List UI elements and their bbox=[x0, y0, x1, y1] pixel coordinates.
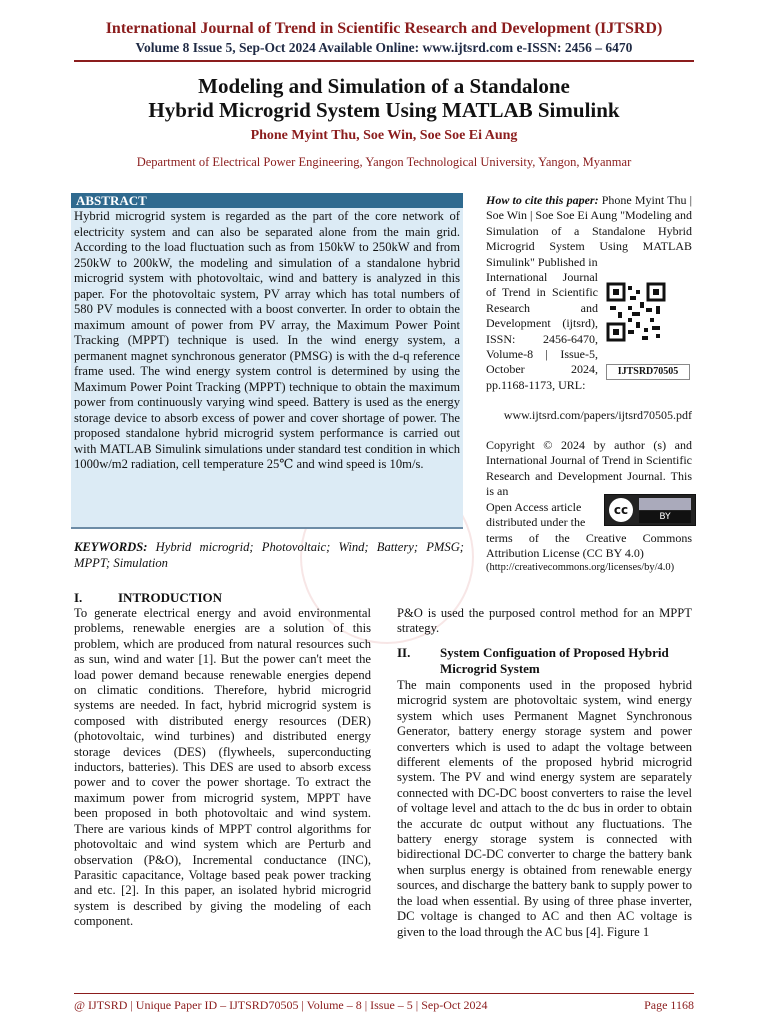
paper-id-label: IJTSRD70505 bbox=[606, 364, 690, 380]
keywords-text: Hybrid microgrid; Photovoltaic; Wind; Battery; PMSG; MPPT; Simulation bbox=[74, 540, 464, 570]
header-divider bbox=[74, 60, 694, 62]
cc-icon: cc bbox=[609, 498, 633, 522]
intro-text: To generate electrical energy and avoid environmental problems, renewable energies are a solution of this problem, which are produced from natural resources such as sun, wind and water [1]. But the power can't meet the load power demand because renewable energies depend on climatic conditions. Therefore, hybrid microgrid systems are needed. In fact, hybrid microgrid system is composed with distributed energy resources (DER) (photovoltaic, wind turbines) and distributed energy storage devices (DES) (flywheels, superconducting inductors, batteries). This DES are used to absorb excess power and to cover the power shortage. To extract the maximum power from microgrid system, MPPT have been proposed in both photovoltaic and wind system. There are various kinds of MPPT control algorithms for photovoltaic and wind system which are Perturb and observation (P&O), Incremental conductance (INC), Parasitic capacitance, Voltage based peak power tracking and etc. [2]. In this paper, an isolated hybrid microgrid system is described by giving the modeling of each component. bbox=[74, 606, 371, 929]
citation-text-top: Phone Myint Thu | Soe Win | Soe Soe Ei Aung "Modeling and Simulation of a Standalone Hybrid Microgrid System Using MATLAB Simulink" Published in bbox=[486, 193, 693, 269]
volume-line: Volume 8 Issue 5, Sep-Oct 2024 Available Online: www.ijtsrd.com e-ISSN: 2456 – 6470 bbox=[135, 40, 633, 55]
citation-url[interactable]: www.ijtsrd.com/papers/ijtsrd70505.pdf bbox=[503, 408, 692, 422]
authors: Phone Myint Thu, Soe Win, Soe Soe Ei Aung bbox=[250, 128, 518, 143]
title-line-2: Hybrid Microgrid System Using MATLAB Simulink bbox=[148, 98, 620, 122]
intro-heading: INTRODUCTION bbox=[118, 590, 223, 605]
by-icon: BY bbox=[639, 511, 691, 523]
copyright-text-bottom: terms of the Creative Commons Attribution License (CC BY 4.0) bbox=[486, 531, 692, 561]
abstract-text: Hybrid microgrid system is regarded as the part of the core network of electricity system and can also be separated alone from the main grid. According to the load fluctuation such as from 150kW to 250kW and from 250kW to 200kW, the modeling and simulation of a standalone hybrid microgrid system with photovoltaic, wind and battery is analyzed in this paper. For the photovoltaic system, PV array which has total numbers of 580 PV modules is connected with a boost converter. In order to obtain the maximum amount of power from PV array, the Maximum Power Point Tracking (MPPT) technique is used. In the wind energy system, a permanent magnet synchronous generator (PMSG) is with the d-q reference frame used. The wind energy system control is determined by using the Maximum Power Point Tracking (MPPT) technique to obtain the maximum power from continuously varying wind speed. Battery is used as the energy storage device to absorb excess of power and cover shortage of power. The proposed standalone hybrid microgrid system performance is carried out with MATLAB Simulink simulations under standard test condition in which 1000w/m2 radiation, cell temperature 25℃ and wind speed is 10m/s. bbox=[74, 209, 460, 471]
intro-continued: P&O is used the purposed control method for an MPPT strategy. bbox=[397, 606, 692, 636]
qr-code-icon bbox=[606, 282, 666, 342]
page-number: Page 1168 bbox=[644, 998, 694, 1012]
citation-label: How to cite this paper: bbox=[486, 193, 599, 207]
intro-number: I. bbox=[74, 590, 83, 605]
journal-name: International Journal of Trend in Scientific Research and Development (IJTSRD) bbox=[105, 20, 663, 37]
citation-block bbox=[486, 193, 692, 270]
license-url[interactable]: (http://creativecommons.org/licenses/by/4.0) bbox=[486, 562, 675, 573]
keywords-label: KEYWORDS: bbox=[74, 540, 148, 554]
footer-info: @ IJTSRD | Unique Paper ID – IJTSRD70505 | Volume – 8 | Issue – 5 | Sep-Oct 2024 bbox=[74, 998, 488, 1012]
section2-heading: System Configuation of Proposed Hybrid Microgrid System bbox=[440, 645, 669, 676]
title-line-1: Modeling and Simulation of a Standalone bbox=[198, 74, 570, 98]
section2-number: II. bbox=[397, 645, 411, 660]
cc-by-badge bbox=[604, 494, 696, 526]
footer-divider bbox=[74, 993, 694, 994]
copyright-text-side: Open Access article distributed under the bbox=[486, 500, 586, 530]
paper-title bbox=[0, 74, 768, 122]
abstract-heading: ABSTRACT bbox=[71, 193, 463, 208]
section2-text: The main components used in the proposed hybrid microgrid system are photovoltaic system, wind energy system which uses Permanent Magnet Synchronous Generator, battery energy storage system and power converters which is used to adapt the voltage between different elements of the proposed hybrid microgrid system. The PV and wind energy system are separately connected with DC-DC boost converters to raise the level of voltage level and attach to the dc bus in order to obtain the accurate dc output without any fluctuations. The battery energy storage system is connected with bidirectional DC-DC converter to charge the battery bank when surplus energy is obtained from renewable energy sources, and discharge the battery bank to supply power to the load when essential. By using of three phase inverter, DC voltage is changed to AC and then AC voltage is given to the load through the AC bus [4]. Figure 1 bbox=[397, 678, 692, 939]
department: Department of Electrical Power Engineering, Yangon Technological University, Yangon, Myanmar bbox=[136, 155, 632, 169]
keywords bbox=[74, 540, 464, 571]
copyright-text-top: Copyright © 2024 by author (s) and International Journal of Trend in Scientific Research and Development Journal. This is an bbox=[486, 438, 692, 499]
citation-text-side: International Journal of Trend in Scientific Research and Development (ijtsrd), ISSN: 2456-6470, Volume-8 | Issue-5, October 2024, pp.1168-1173, URL: bbox=[486, 270, 598, 392]
